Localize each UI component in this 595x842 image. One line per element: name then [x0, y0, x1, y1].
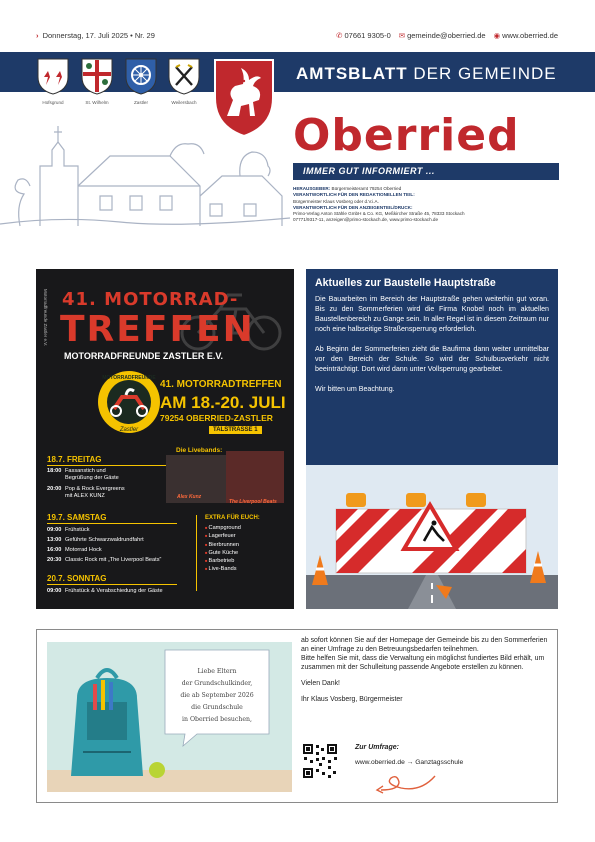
schedule-row: Begrüßung der Gäste: [65, 475, 119, 481]
web-contact[interactable]: ◉ www.oberried.de: [493, 31, 558, 40]
crest-label: St. Wilhelm: [85, 100, 109, 105]
band-caption: Alex Kunz: [177, 494, 202, 500]
survey-link[interactable]: www.oberried.de → Ganztagsschule: [355, 759, 464, 766]
event-location: 79254 OBERRIED-ZASTLER: [160, 413, 273, 423]
survey-label: Zur Umfrage:: [355, 744, 399, 751]
notice-signature: Ihr Klaus Vosberg, Bürgermeister: [301, 696, 403, 704]
crest-label: Hofsgrund: [42, 100, 64, 105]
poster-title-line2: TREFFEN: [60, 309, 255, 350]
top-info-bar: [36, 29, 558, 43]
day-heading: 18.7. FREITAG: [47, 455, 102, 464]
mail-icon: ✉: [398, 31, 406, 40]
schedule-row: 09:00 Frühstück: [47, 527, 90, 533]
impressum: HERAUSGEBER: Bürgermeisteramt 79254 Oberried VERANTWORTLICH FÜR DEN REDAKTIONELLEN TEIL: Bürgermeister Klaus Vosberg oder d.V.i.A. VERANTWORTLICH FÜR DEN ANZEIGENTEIL/DRUCK: Primo-Verlag Anton Stähle GmbH & Co. KG, Meßkircher Straße 45, 78333 Stockach 07771/9317-11, anzeigen@primo-stockach.de, www.primo-stockach.de: [293, 186, 559, 224]
club-logo-text-bottom: Zastler: [119, 427, 139, 433]
speech-bubble-text: Liebe Eltern der Grundschulkinder, die ab September 2026 die Grundschule in Oberried besuchen,: [180, 668, 254, 723]
extras-item: ■ Campground: [205, 524, 286, 532]
club-logo-icon: [96, 369, 162, 435]
swirl-arrow-icon: [371, 770, 441, 794]
event-street: TALSTRASSE 1: [209, 426, 262, 434]
crest-weilersbach-icon: [167, 57, 201, 95]
extras-item: ■ Lagerfeuer: [205, 532, 286, 540]
tagline-band: [293, 163, 559, 180]
band-photo-liverpool-beats: [226, 451, 284, 503]
motorcycle-meeting-poster: [36, 269, 294, 609]
extras-item: ■ Live-Bands: [205, 565, 286, 573]
phone-icon: ✆: [336, 31, 343, 40]
impressum-contact: 07771/9317-11, anzeigen@primo-stockach.de, www.primo-stockach.de: [293, 217, 439, 223]
crest-label: Weilersbach: [171, 100, 197, 105]
issue-date: Donnerstag, 17. Juli 2025 • Nr. 29: [42, 31, 155, 40]
phone-contact[interactable]: ✆ 07661 9305-0: [336, 31, 391, 40]
news-paragraph: Die Bauarbeiten im Bereich der Hauptstraße gehen weiterhin gut voran. Bis zu den Sommerferien wird die Firma Knobel noch im aktuellen Baustellenbereich zu Gange sein. In aller Regel ist in diesem Zeitraum nur noch eine halbseitige Straßensperrung erforderlich.: [315, 295, 549, 333]
poster-side-text: Motorradfreunde Zastler e.V.: [43, 289, 48, 347]
email-contact[interactable]: ✉ gemeinde@oberried.de: [398, 31, 486, 40]
event-title: 41. MOTORRADTREFFEN: [160, 379, 282, 390]
news-paragraph: Ab Beginn der Sommerferien zieht die Baufirma dann weiter unmittelbar vor den Bereich der Schule. So wird der Schulbusverkehr nicht beeinträchtigt. Dort wird dann unter Vollsperrung gearbeitet.: [315, 345, 549, 373]
schedule-row: 20:30 Classic Rock mit „The Liverpool Beats“: [47, 557, 162, 563]
extras-item: ■ Barbetrieb: [205, 557, 286, 565]
crest-st-wilhelm-icon: [80, 57, 114, 95]
notice-paragraph: ab sofort können Sie auf der Homepage der Gemeinde bis zu den Sommerferien an einer Umfrage zu den Betreuungsbedarfen teilnehmen. Bitte helfen Sie mit, dass die Verwaltung ein möglichst fundiertes Bild erhält, um zusammen mit der Schulleitung passende Angebote erstellen zu können.: [301, 637, 548, 672]
schedule-row: 09:00 Frühstück & Verabschiedung der Gäste: [47, 588, 163, 594]
poster-organizer: MOTORRADFREUNDE ZASTLER E.V.: [64, 351, 224, 361]
extras-item: ■ Bierbrunnen: [205, 541, 286, 549]
crest-hofsgrund-icon: [36, 57, 70, 95]
construction-news-box: [306, 269, 558, 465]
masthead-title: AMTSBLATT DER GEMEINDE: [296, 64, 557, 83]
tagline: IMMER GUT INFORMIERT ...: [303, 166, 435, 176]
day-heading: 20.7. SONNTAG: [47, 574, 107, 583]
event-dates: AM 18.-20. JULI: [160, 393, 286, 412]
schedule-row: 18:00 Fassanstich und: [47, 468, 106, 474]
school-survey-notice: [36, 629, 558, 803]
notice-body: [301, 636, 553, 712]
news-paragraph: Wir bitten um Beachtung.: [315, 385, 395, 393]
extras-item: ■ Gute Küche: [205, 549, 286, 557]
poster-title-line1: 41. MOTORRAD-: [62, 289, 239, 310]
schedule-row: 13:00 Geführte Schwarzwaldrundfahrt: [47, 537, 144, 543]
notice-thanks: Vielen Dank!: [301, 680, 340, 688]
day-heading: 19.7. SAMSTAG: [47, 513, 107, 522]
band-caption: The Liverpool Beats: [229, 499, 277, 505]
qr-code-icon[interactable]: [301, 742, 339, 780]
globe-icon: ◉: [493, 31, 501, 40]
crest-zastler-icon: [124, 57, 158, 95]
crest-label: Zastler: [133, 100, 149, 105]
extras-heading: EXTRA FÜR EUCH:: [205, 515, 260, 521]
news-title: Aktuelles zur Baustelle Hauptstraße: [315, 277, 496, 289]
schedule-row: 20:00 Pop & Rock Evergreens: [47, 486, 125, 492]
schedule-row: 16:00 Motorrad Hock: [47, 547, 102, 553]
chevron-right-icon: ›: [36, 31, 39, 40]
schedule-row: mit ALEX KUNZ: [65, 493, 105, 499]
livebands-heading: Die Livebands:: [176, 447, 223, 454]
extras-list: [196, 515, 286, 591]
village-sketch-illustration: [0, 106, 290, 236]
club-logo-text-top: MOTORRADFREUNDE: [102, 375, 156, 381]
masthead-name: Oberried: [293, 110, 520, 161]
road-construction-illustration: [306, 465, 558, 609]
